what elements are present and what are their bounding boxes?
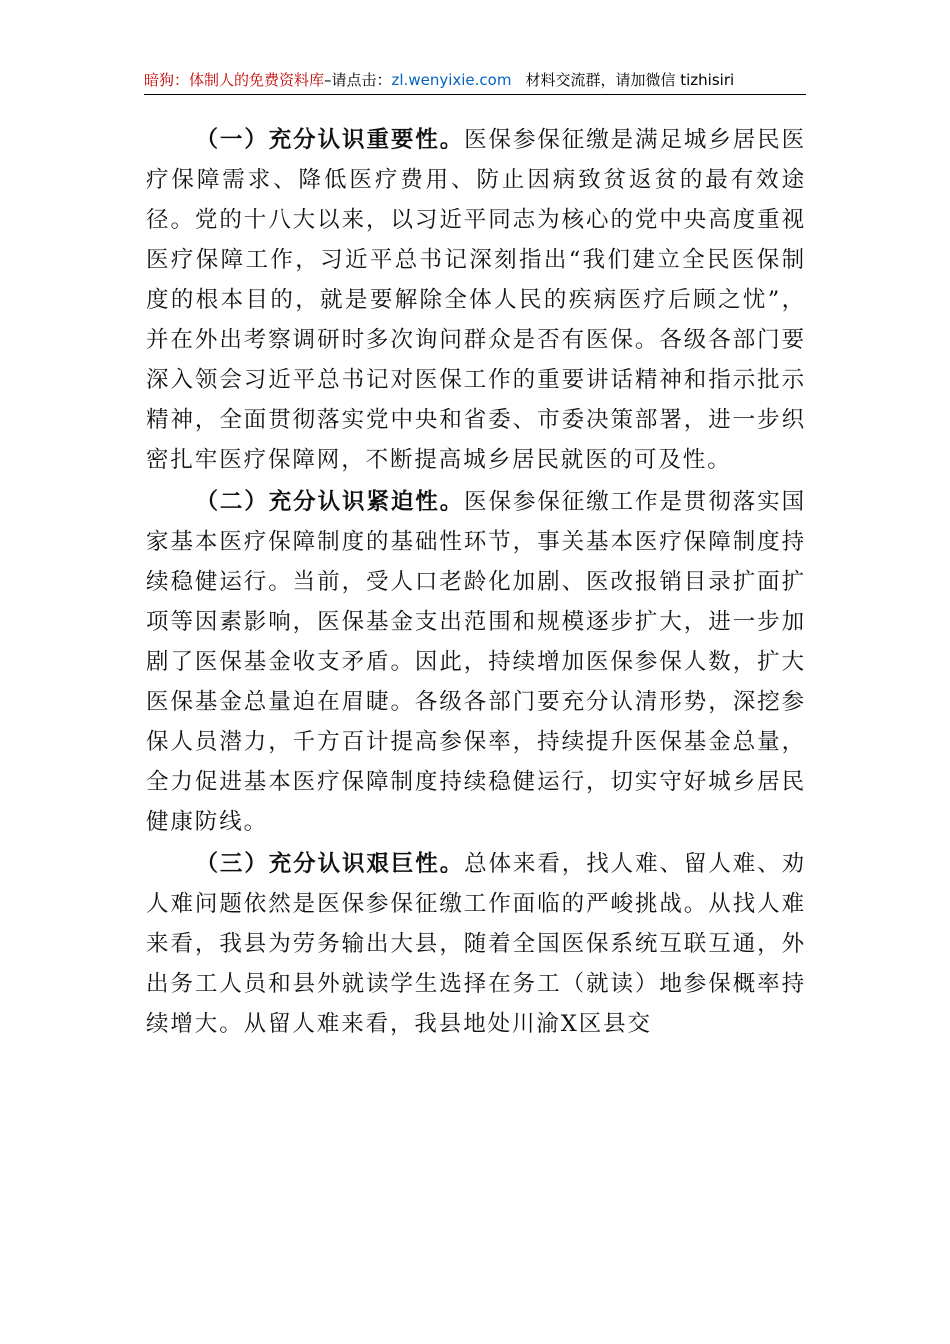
paragraph-3 — [146, 844, 806, 1044]
document-body — [146, 120, 806, 1044]
paragraph-1 — [146, 120, 806, 480]
paragraph-1-text: 医保参保征缴是满足城乡居民医疗保障需求、降低医疗费用、防止因病致贫返贫的最有效途径。党的十八大以来，以习近平同志为核心的党中央高度重视医疗保障工作，习近平总书记深刻指出“我们建立全民医保制度的根本目的，就是要解除全体人民的疾病医疗后顾之忧”，并在外出考察调研时多次询问群众是否有医保。各级各部门要深入领会习近平总书记对医保工作的重要讲话精神和指示批示精神，全面贯彻落实党中央和省委、市委决策部署，进一步织密扎牢医疗保障网，不断提高城乡居民就医的可及性。 — [146, 127, 806, 473]
paragraph-3-heading: （三）充分认识艰巨性。 — [195, 851, 465, 877]
page-header — [144, 66, 806, 94]
paragraph-2-heading: （二）充分认识紧迫性。 — [195, 489, 465, 515]
header-click-prefix: –请点击： — [324, 71, 392, 89]
header-contact: 材料交流群，请加微信 tizhisiri — [525, 71, 735, 89]
paragraph-3-text: 总体来看，找人难、留人难、劝人难问题依然是医保参保征缴工作面临的严峻挑战。从找人难来看，我县为劳务输出大县，随着全国医保系统互联互通，外出务工人员和县外就读学生选择在务工（就读）地参保概率持续增大。从留人难来看，我县地处川渝X区县交 — [146, 851, 806, 1037]
paragraph-2 — [146, 482, 806, 842]
header-link[interactable]: zl.wenyixie.com — [391, 71, 512, 89]
header-brand: 暗狗：体制人的免费资料库 — [144, 71, 325, 89]
paragraph-1-heading: （一）充分认识重要性。 — [195, 127, 465, 153]
header-divider — [144, 94, 806, 95]
paragraph-2-text: 医保参保征缴工作是贯彻落实国家基本医疗保障制度的基础性环节，事关基本医疗保障制度持续稳健运行。当前，受人口老龄化加剧、医改报销目录扩面扩项等因素影响，医保基金支出范围和规模逐步扩大，进一步加剧了医保基金收支矛盾。因此，持续增加医保参保人数，扩大医保基金总量迫在眉睫。各级各部门要充分认清形势，深挖参保人员潜力，千方百计提高参保率，持续提升医保基金总量，全力促进基本医疗保障制度持续稳健运行，切实守好城乡居民健康防线。 — [146, 489, 806, 835]
